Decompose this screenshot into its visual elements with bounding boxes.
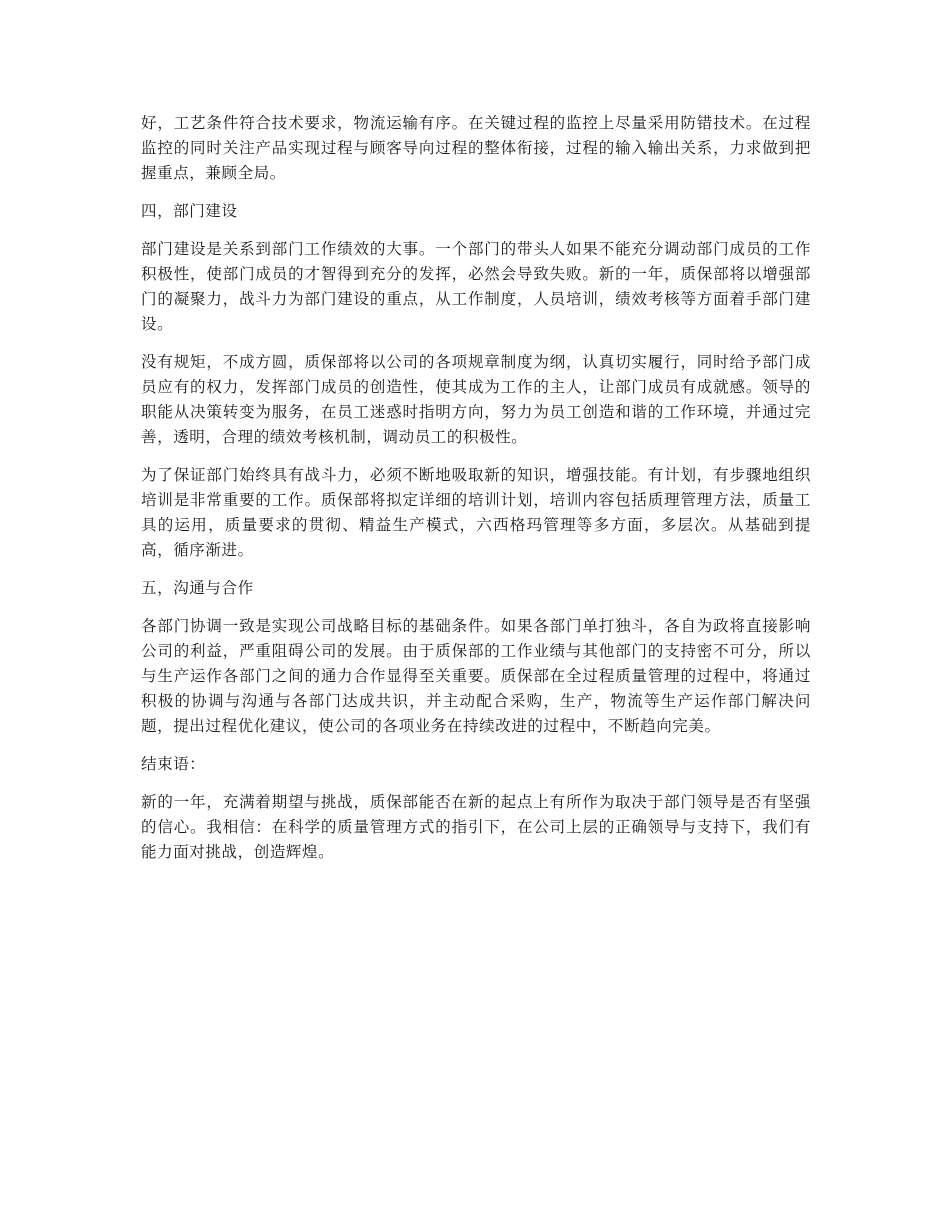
document-page bbox=[141, 111, 811, 878]
paragraph-department-building: 部门建设是关系到部门工作绩效的大事。一个部门的带头人如果不能充分调动部门成员的工作积极性，使部门成员的才智得到充分的发挥，必然会导致失败。新的一年，质保部将以增强部门的凝聚力，战斗力为部门建设的重点，从工作制度，人员培训，绩效考核等方面着手部门建设。 bbox=[141, 240, 811, 333]
paragraph-rules-and-authority: 没有规矩，不成方圆，质保部将以公司的各项规章制度为纲，认真切实履行，同时给予部门成员应有的权力，发挥部门成员的创造性，使其成为工作的主人，让部门成员有成就感。领导的职能从决策转变为服务，在员工迷惑时指明方向，努力为员工创造和谐的工作环境，并通过完善，透明，合理的绩效考核机制，调动员工的积极性。 bbox=[141, 353, 811, 446]
paragraph-process-monitoring: 好，工艺条件符合技术要求，物流运输有序。在关键过程的监控上尽量采用防错技术。在过程监控的同时关注产品实现过程与顾客导向过程的整体衔接，过程的输入输出关系，力求做到把握重点，兼顾全局。 bbox=[141, 114, 811, 182]
heading-conclusion: 结束语： bbox=[141, 755, 206, 773]
paragraph-communication: 各部门协调一致是实现公司战略目标的基础条件。如果各部门单打独斗，各自为政将直接影响公司的利益，严重阻碍公司的发展。由于质保部的工作业绩与其他部门的支持密不可分，所以与生产运作各部门之间的通力合作显得至关重要。质保部在全过程质量管理的过程中，将通过积极的协调与沟通与各部门达成共识，并主动配合采购，生产，物流等生产运作部门解决问题，提出过程优化建议，使公司的各项业务在持续改进的过程中，不断趋向完美。 bbox=[141, 617, 811, 735]
heading-department-building: 四，部门建设 bbox=[141, 202, 238, 220]
paragraph-training: 为了保证部门始终具有战斗力，必须不断地吸取新的知识，增强技能。有计划，有步骤地组织培训是非常重要的工作。质保部将拟定详细的培训计划，培训内容包括质理管理方法，质量工具的运用，质量要求的贯彻、精益生产模式，六西格玛管理等多方面，多层次。从基础到提高，循序渐进。 bbox=[141, 466, 811, 559]
paragraph-conclusion: 新的一年，充满着期望与挑战，质保部能否在新的起点上有所作为取决于部门领导是否有坚强的信心。我相信：在科学的质量管理方式的指引下，在公司上层的正确领导与支持下，我们有能力面对挑战，创造辉煌。 bbox=[141, 793, 811, 861]
heading-communication-cooperation: 五，沟通与合作 bbox=[141, 579, 254, 597]
